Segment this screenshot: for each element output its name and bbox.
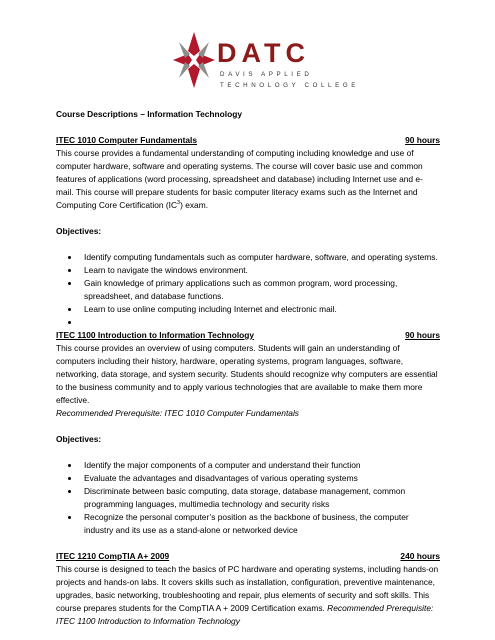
course-description: This course provides an overview of using computers. Students will gain an understanding of computers including their history, hardware, operating systems, program languages, software, networking, data storage, and system security. Students should recognize why computers are essential to the business community and to apply various technologies that are available to make them more effective. bbox=[56, 343, 438, 405]
objectives-label: Objectives: bbox=[56, 226, 102, 236]
objectives-label: Objectives: bbox=[56, 434, 102, 444]
objectives-list bbox=[56, 251, 440, 329]
list-item bbox=[80, 316, 440, 329]
objectives-list bbox=[56, 459, 440, 537]
course-prerequisite: Recommended Prerequisite: ITEC 1100 Introduction to Information Technology bbox=[56, 603, 434, 626]
logo-subtitle-line1: DAVIS APPLIED bbox=[220, 71, 313, 78]
course-heading bbox=[56, 134, 440, 147]
course-title: ITEC 1210 CompTIA A+ 2009 bbox=[56, 551, 170, 561]
course-title: ITEC 1010 Computer Fundamentals bbox=[56, 135, 198, 145]
course-title: ITEC 1100 Introduction to Information Technology bbox=[56, 330, 255, 340]
logo-brand-text: DATC bbox=[217, 38, 310, 68]
course-hours: 90 hours bbox=[405, 330, 440, 340]
list-item: • Identify the major components of a computer and understand their function bbox=[80, 459, 440, 472]
list-item: • Learn to use online computing including Internet and electronic mail. bbox=[80, 303, 440, 316]
course-hours: 90 hours bbox=[405, 135, 440, 145]
course-heading bbox=[56, 329, 440, 342]
list-item: • Learn to navigate the windows environment. bbox=[80, 264, 440, 277]
logo-subtitle-line2: TECHNOLOGY COLLEGE bbox=[220, 82, 359, 89]
course-description: This course provides a fundamental understanding of computing including knowledge and use of computer hardware, software and operating systems. The course will cover basic use and common features of applications (word processing, spreadsheet and database) including Internet use and e-mail. This course will prepare students for basic computer literacy exams such as the Internet and Computing Core Certification $(IC^3)$ exam. bbox=[56, 148, 423, 210]
list-item: • Recognize the personal computer’s position as the backbone of business, the computer industry and its use as a stand-alone or networked device bbox=[80, 511, 440, 537]
list-item: • Identify computing fundamentals such as computer hardware, software, and operating systems. bbox=[80, 251, 440, 264]
datc-logo bbox=[172, 30, 359, 102]
list-item: • Discriminate between basic computing, data storage, database management, common programming languages, multimedia technology and security risks bbox=[80, 485, 440, 511]
course-heading bbox=[56, 550, 440, 563]
document-body bbox=[56, 108, 440, 628]
course-hours: 240 hours bbox=[400, 551, 440, 561]
list-item: • Evaluate the advantages and disadvantages of various operating systems bbox=[80, 472, 440, 485]
document-title: Course Descriptions – Information Technology bbox=[56, 109, 242, 119]
course-description: This course is designed to teach the basics of PC hardware and operating systems, including hands-on projects and hands-on labs. It covers skills such as installation, configuration, preventive maintenance, upgrades, basic networking, troubleshooting and repair, plus elements of security and soft skills. This course prepares students for the CompTIA A + 2009 Certification exams. Recommended Prerequisite: ITEC 1100 Introduction to Information Technology bbox=[56, 564, 439, 626]
star-logo-icon bbox=[172, 30, 216, 90]
course-prerequisite: Recommended Prerequisite: ITEC 1010 Computer Fundamentals bbox=[56, 408, 299, 418]
list-item: • Gain knowledge of primary applications such as common program, word processing, spreadsheet, and database functions. bbox=[80, 277, 440, 303]
